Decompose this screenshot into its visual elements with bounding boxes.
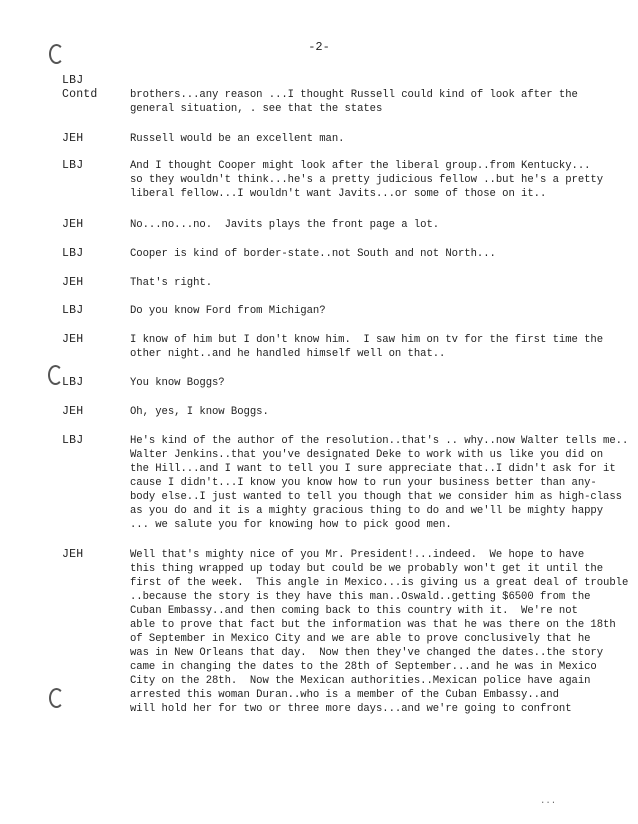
speaker-label: JEH bbox=[62, 132, 84, 145]
dialogue-text: I know of him but I don't know him. I saw him on tv for the first time the other night..and he handled himself well on that.. bbox=[130, 334, 604, 360]
speaker-label: LBJ bbox=[62, 159, 84, 172]
speaker-label: JEH bbox=[62, 218, 84, 231]
speaker-continued-label: Contd bbox=[62, 88, 98, 101]
punch-hole-middle bbox=[48, 365, 63, 385]
dialogue-text: brothers...any reason ...I thought Russell could kind of look after the general situation, . see that the states bbox=[130, 89, 578, 115]
dialogue-text: Cooper is kind of border-state..not South and not North... bbox=[130, 248, 496, 260]
dialogue-text: That's right. bbox=[130, 277, 212, 289]
speaker-label: LBJ bbox=[62, 304, 84, 317]
dialogue-text: Russell would be an excellent man. bbox=[130, 133, 345, 145]
punch-hole-top bbox=[49, 44, 64, 64]
dialogue-text: You know Boggs? bbox=[130, 377, 225, 389]
dialogue-text: And I thought Cooper might look after the liberal group..from Kentucky... so they wouldn't think...he's a pretty judicious fellow ..but he's a pretty liberal fellow...I wouldn't want Javits...or some of those on it.. bbox=[130, 160, 604, 200]
punch-hole-bottom bbox=[49, 688, 64, 708]
dialogue-text: No...no...no. Javits plays the front page a lot. bbox=[130, 219, 440, 231]
dialogue-text: He's kind of the author of the resolution..that's .. why..now Walter tells me.. Walter Jenkins..that you've designated Deke to work with us like you did on the Hill...and I want to tell you I sure appreciate that..I didn't ask for it cause I didn't...I know you know how to run your business better than any- body else..I just wanted to tell you though that we consider him as high-class as you do and it is a mighty gracious thing to do and we'll be mighty happy ... we salute you for knowing how to pick good men. bbox=[130, 435, 629, 531]
speaker-label: LBJ bbox=[62, 434, 84, 447]
dialogue-text: Do you know Ford from Michigan? bbox=[130, 305, 326, 317]
speaker-label bbox=[62, 74, 126, 102]
speaker-label: JEH bbox=[62, 276, 84, 289]
speaker-label: LBJ bbox=[62, 247, 84, 260]
speaker-label: LBJ bbox=[62, 376, 84, 389]
footer-mark: ... bbox=[540, 796, 557, 806]
speaker-label: JEH bbox=[62, 548, 84, 561]
speaker-label: JEH bbox=[62, 405, 84, 418]
dialogue-text: Oh, yes, I know Boggs. bbox=[130, 406, 269, 418]
speaker-label: JEH bbox=[62, 333, 84, 346]
speaker-name: LBJ bbox=[62, 74, 84, 87]
page-number: -2- bbox=[308, 40, 330, 54]
dialogue-text: Well that's mighty nice of you Mr. President!...indeed. We hope to have this thing wrapped up today but could be we probably won't get it until the first of the week. This angle in Mexico...is giving us a great deal of trouble ..because the story is they have this man..Oswald..getting $6500 from the Cuban Embassy..and then coming back to this country with it. We're not able to prove that fact but the information was that he was there on the 18th of September in Mexico City and we are able to prove conclusively that he was in New Orleans that day. Now then they've changed the dates..the story came in changing the dates to the 28th of September...and he was in Mexico City on the 28th. Now the Mexican authorities..Mexican police have again arrested this woman Duran..who is a member of the Cuban Embassy..and will hold her for two or three more days...and we're going to confront bbox=[130, 549, 629, 715]
